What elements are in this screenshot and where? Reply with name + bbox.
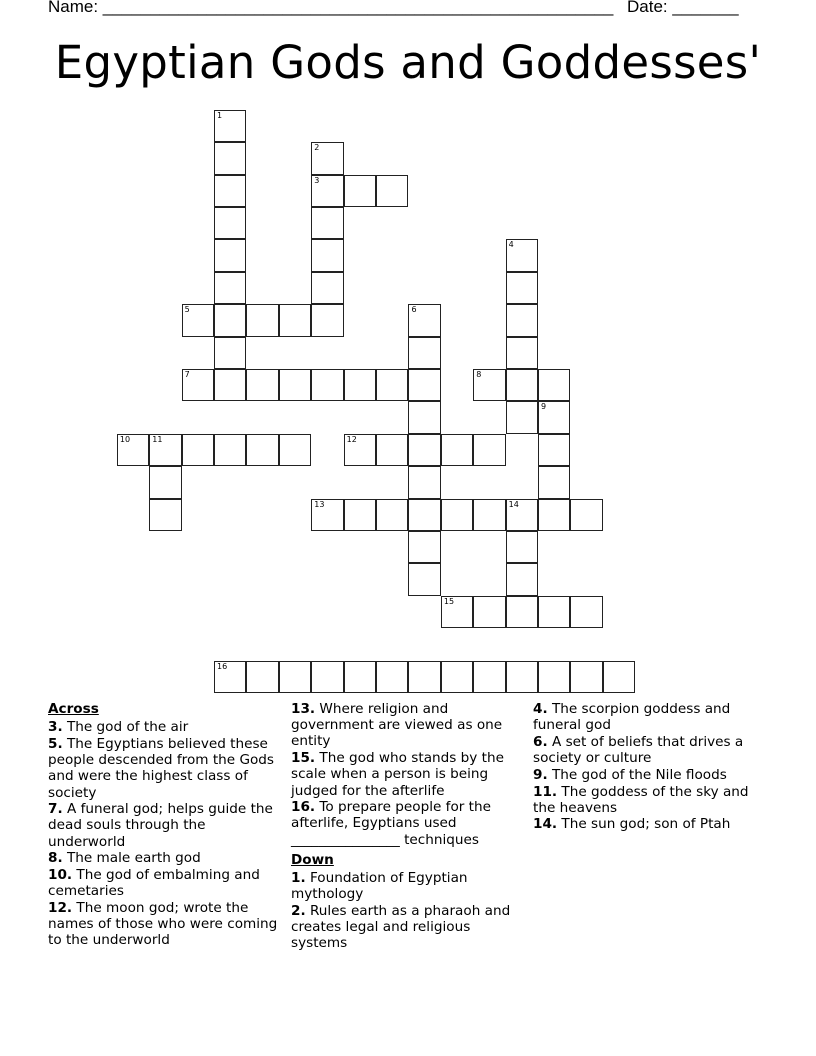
- cell-number: 16: [217, 661, 228, 671]
- cell-number: 14: [508, 499, 519, 509]
- clue-text: To prepare people for the afterlife, Egyptians used ________________ techniques: [291, 799, 491, 848]
- cell-number: 6: [411, 305, 417, 315]
- grid-cell[interactable]: [246, 304, 278, 336]
- clue-across-5: [48, 736, 280, 801]
- clue-text: Where religion and government are viewed as one entity: [291, 701, 503, 750]
- clue-text: The male earth god: [66, 850, 201, 867]
- grid-cell[interactable]: [408, 563, 440, 595]
- grid-cell[interactable]: [214, 661, 246, 693]
- grid-cell[interactable]: [473, 434, 505, 466]
- grid-cell[interactable]: [441, 596, 473, 628]
- clue-text: The Egyptians believed these people descended from the Gods and were the highest class of society: [48, 735, 275, 801]
- clue-down-4: [533, 701, 769, 733]
- grid-cell[interactable]: [246, 369, 278, 401]
- grid-cell[interactable]: [182, 434, 214, 466]
- grid-cell[interactable]: [214, 369, 246, 401]
- cell-number: 13: [314, 499, 325, 509]
- grid-cell[interactable]: [344, 369, 376, 401]
- grid-cell[interactable]: [441, 499, 473, 531]
- grid-cell[interactable]: [408, 434, 440, 466]
- grid-cell[interactable]: [311, 142, 343, 174]
- cell-number: 1: [217, 110, 223, 120]
- clue-text: A funeral god; helps guide the dead souls through the underworld: [48, 801, 273, 850]
- clue-down-9: [533, 767, 769, 783]
- clue-across-15: [291, 750, 523, 799]
- grid-cell[interactable]: [408, 466, 440, 498]
- cell-number: 3: [314, 175, 320, 185]
- grid-cell[interactable]: [538, 401, 570, 433]
- grid-cell[interactable]: [570, 596, 602, 628]
- grid-cell[interactable]: [376, 661, 408, 693]
- clue-text: The moon god; wrote the names of those who were coming to the underworld: [48, 899, 278, 949]
- clue-down-6: [533, 734, 769, 766]
- grid-cell[interactable]: [214, 337, 246, 369]
- grid-cell[interactable]: [408, 661, 440, 693]
- cell-number: 5: [184, 305, 190, 315]
- clue-number: 9.: [533, 766, 548, 783]
- grid-cell[interactable]: [506, 563, 538, 595]
- grid-cell[interactable]: [311, 239, 343, 271]
- clue-number: 16.: [291, 799, 316, 816]
- grid-cell[interactable]: [376, 369, 408, 401]
- clue-text: The god of the Nile floods: [551, 766, 727, 783]
- grid-cell[interactable]: [149, 499, 181, 531]
- grid-cell[interactable]: [506, 661, 538, 693]
- grid-cell[interactable]: [311, 207, 343, 239]
- grid-cell[interactable]: [214, 239, 246, 271]
- cell-number: 8: [476, 370, 482, 380]
- grid-cell[interactable]: [376, 175, 408, 207]
- cell-number: 11: [152, 434, 163, 444]
- grid-cell[interactable]: [376, 434, 408, 466]
- clue-down-14: [533, 816, 769, 832]
- cell-number: 7: [184, 370, 190, 380]
- grid-cell[interactable]: [311, 369, 343, 401]
- grid-cell[interactable]: [344, 661, 376, 693]
- clue-text: The sun god; son of Ptah: [561, 816, 731, 833]
- grid-cell[interactable]: [570, 499, 602, 531]
- grid-cell[interactable]: [408, 369, 440, 401]
- clue-text: The scorpion goddess and funeral god: [533, 701, 731, 734]
- grid-cell[interactable]: [570, 661, 602, 693]
- grid-cell[interactable]: [538, 466, 570, 498]
- grid-cell[interactable]: [506, 401, 538, 433]
- grid-cell[interactable]: [182, 304, 214, 336]
- grid-cell[interactable]: [603, 661, 635, 693]
- clue-number: 1.: [291, 870, 306, 887]
- grid-cell[interactable]: [408, 401, 440, 433]
- grid-cell[interactable]: [506, 337, 538, 369]
- clue-across-3: [48, 719, 280, 735]
- grid-cell[interactable]: [344, 434, 376, 466]
- clue-across-8: [48, 850, 280, 866]
- cell-number: 15: [443, 596, 455, 606]
- clue-text: The god of the air: [66, 719, 189, 736]
- grid-cell[interactable]: [506, 531, 538, 563]
- grid-cell[interactable]: [506, 369, 538, 401]
- clues-column-1: [48, 701, 280, 949]
- clue-number: 12.: [48, 899, 73, 916]
- clue-number: 15.: [291, 750, 316, 767]
- clue-number: 5.: [48, 735, 63, 752]
- grid-cell[interactable]: [246, 434, 278, 466]
- grid-cell[interactable]: [538, 661, 570, 693]
- cell-number: 4: [508, 240, 514, 250]
- grid-cell[interactable]: [441, 434, 473, 466]
- name-field-line: Name: ______________________________________________________: [48, 0, 614, 16]
- grid-cell[interactable]: [149, 434, 181, 466]
- grid-cell[interactable]: [473, 596, 505, 628]
- clue-number: 11.: [533, 783, 558, 800]
- grid-cell[interactable]: [538, 369, 570, 401]
- cell-number: 2: [314, 143, 320, 153]
- grid-cell[interactable]: [279, 369, 311, 401]
- clue-down-2: [291, 903, 523, 952]
- grid-cell[interactable]: [473, 661, 505, 693]
- grid-cell[interactable]: [376, 499, 408, 531]
- grid-cell[interactable]: [408, 499, 440, 531]
- grid-cell[interactable]: [344, 175, 376, 207]
- clue-text: The goddess of the sky and the heavens: [533, 783, 749, 816]
- grid-cell[interactable]: [214, 272, 246, 304]
- clue-number: 7.: [48, 801, 63, 818]
- grid-cell[interactable]: [311, 175, 343, 207]
- clue-text: The god of embalming and cemetaries: [48, 867, 260, 900]
- clues-column-2: [291, 701, 523, 952]
- grid-cell[interactable]: [311, 272, 343, 304]
- grid-cell[interactable]: [538, 434, 570, 466]
- grid-cell[interactable]: [214, 304, 246, 336]
- grid-cell[interactable]: [408, 337, 440, 369]
- clue-across-13: [291, 701, 523, 750]
- grid-cell[interactable]: [506, 272, 538, 304]
- clue-text: Foundation of Egyptian mythology: [291, 870, 468, 903]
- grid-cell[interactable]: [214, 175, 246, 207]
- grid-cell[interactable]: [214, 207, 246, 239]
- clue-number: 4.: [533, 701, 548, 717]
- clue-across-16: [291, 799, 523, 848]
- grid-cell[interactable]: [149, 466, 181, 498]
- grid-cell[interactable]: [311, 499, 343, 531]
- clue-number: 13.: [291, 701, 316, 717]
- clue-down-11: [533, 784, 769, 816]
- grid-cell[interactable]: [538, 499, 570, 531]
- clue-across-7: [48, 801, 280, 850]
- grid-cell[interactable]: [214, 110, 246, 142]
- grid-cell[interactable]: [506, 304, 538, 336]
- clue-text: The god who stands by the scale when a person is being judged for the afterlife: [291, 750, 504, 799]
- clue-down-1: [291, 870, 523, 902]
- grid-cell[interactable]: [214, 142, 246, 174]
- grid-cell[interactable]: [182, 369, 214, 401]
- clue-across-10: [48, 867, 280, 899]
- grid-cell[interactable]: [279, 304, 311, 336]
- grid-cell[interactable]: [473, 499, 505, 531]
- grid-cell[interactable]: [117, 434, 149, 466]
- grid-cell[interactable]: [506, 499, 538, 531]
- clue-number: 10.: [48, 867, 73, 884]
- grid-cell[interactable]: [311, 661, 343, 693]
- clues-column-3: [533, 701, 769, 833]
- clue-across-12: [48, 900, 280, 949]
- clue-text: A set of beliefs that drives a society or culture: [533, 733, 744, 767]
- cell-number: 10: [119, 434, 131, 444]
- clue-number: 2.: [291, 902, 306, 919]
- clue-number: 6.: [533, 733, 548, 750]
- down-heading: Down: [291, 851, 334, 868]
- grid-cell[interactable]: [214, 434, 246, 466]
- grid-cell[interactable]: [246, 661, 278, 693]
- across-heading: Across: [48, 701, 99, 717]
- grid-cell[interactable]: [538, 596, 570, 628]
- clue-text: Rules earth as a pharaoh and creates legal and religious systems: [291, 902, 511, 952]
- grid-cell[interactable]: [506, 239, 538, 271]
- cell-number: 12: [346, 434, 357, 444]
- grid-cell[interactable]: [311, 304, 343, 336]
- grid-cell[interactable]: [279, 661, 311, 693]
- page-title: Egyptian Gods and Goddesses': [54, 36, 762, 89]
- grid-cell[interactable]: [473, 369, 505, 401]
- grid-cell[interactable]: [506, 596, 538, 628]
- date-field-line: Date: _______: [627, 0, 739, 16]
- clue-number: 3.: [48, 719, 63, 736]
- cell-number: 9: [541, 402, 547, 412]
- clue-number: 14.: [533, 816, 558, 833]
- grid-cell[interactable]: [408, 531, 440, 563]
- clue-number: 8.: [48, 850, 63, 867]
- grid-cell[interactable]: [279, 434, 311, 466]
- grid-cell[interactable]: [408, 304, 440, 336]
- grid-cell[interactable]: [441, 661, 473, 693]
- grid-cell[interactable]: [344, 499, 376, 531]
